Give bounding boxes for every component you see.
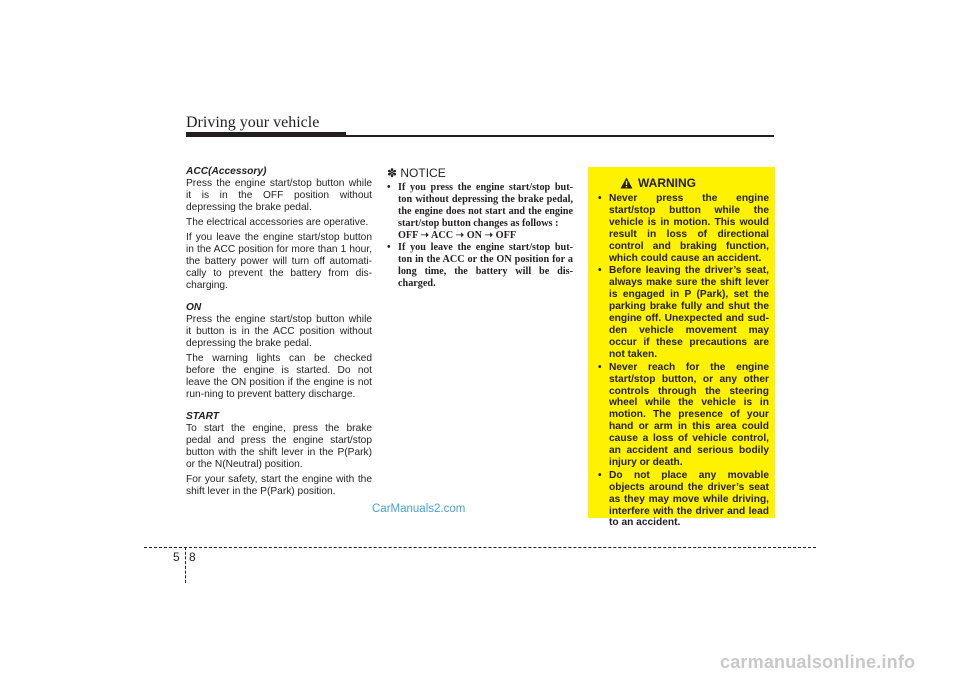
footer-rule: [144, 547, 816, 548]
warning-header: [620, 176, 769, 190]
site-watermark: carmanualsonline.info: [720, 652, 916, 672]
on-paragraph-1: Press the engine start/stop button while it button is in the ACC position without depressing the brake pedal.: [186, 314, 372, 349]
footer-divider: [185, 547, 186, 583]
start-heading: START: [186, 411, 220, 422]
chapter-number: 5: [173, 550, 180, 564]
notice-sequence: OFF ➝ ACC ➝ ON ➝ OFF: [398, 230, 517, 241]
notice-item-text: If you leave the engine start/stop but-ton in the ACC or the ON position for a long time, the battery will be dis-charged.: [398, 242, 573, 289]
warning-triangle-icon: [620, 177, 633, 189]
acc-paragraph-3: If you leave the engine start/stop button in the ACC position for more than 1 hour, the battery power will turn off automati-cally to prevent the battery from dis-charging.: [186, 232, 372, 291]
warning-item: • Do not place any movable objects around the driver’s seat as they may move while driving, interfere with the driver and lead to an accident.: [594, 470, 769, 530]
warning-list: [594, 193, 769, 529]
notice-item: [387, 182, 573, 242]
notice-title: ✽ NOTICE: [387, 166, 446, 180]
notice-item: [387, 242, 573, 290]
notice-section: [387, 166, 573, 290]
notice-list: [387, 182, 573, 290]
acc-paragraph-2: The electrical accessories are operative.: [186, 217, 369, 228]
page-header-title: Driving your vehicle: [186, 114, 320, 131]
warning-box: [588, 167, 775, 529]
start-paragraph-2: For your safety, start the engine with the shift lever in the P(Park) position.: [186, 474, 372, 497]
header-rule: [346, 135, 774, 137]
acc-heading: ACC(Accessory): [186, 166, 267, 177]
start-paragraph-1: To start the engine, press the brake pedal and press the engine start/stop button with the shift lever in the P(Park) or the N(Neutral) position.: [186, 423, 372, 470]
watermark-link[interactable]: CarManuals2.com: [372, 503, 466, 515]
notice-item-text: If you press the engine start/stop but-ton without depressing the brake pedal, the engine does not start and the engine start/stop button changes as follows :: [398, 182, 573, 229]
on-paragraph-2: The warning lights can be checked before the engine is started. Do not leave the ON position if the engine is not run-ning to prevent battery discharge.: [186, 353, 372, 400]
header-bar: [186, 132, 346, 137]
warning-title: WARNING: [638, 176, 696, 190]
page-number: 8: [189, 550, 196, 564]
on-heading: ON: [186, 302, 202, 313]
warning-item: • Never reach for the engine start/stop button, or any other controls through the steering wheel while the vehicle is in motion. The presence of your hand or arm in this area could cause a loss of vehicle control, an accident and serious bodily injury or death.: [594, 362, 769, 469]
warning-item: • Before leaving the driver’s seat, always make sure the shift lever is engaged in P (Park), set the parking brake fully and shut the engine off. Unexpected and sud-den vehicle movement may occur if these precautions are not taken.: [594, 265, 769, 360]
warning-item: • Never press the engine start/stop button while the vehicle is in motion. This would result in loss of directional control and braking function, which could cause an accident.: [594, 193, 769, 264]
acc-paragraph-1: Press the engine start/stop button while it is in the OFF position without depressing the brake pedal.: [186, 178, 372, 213]
left-column: [186, 166, 372, 501]
